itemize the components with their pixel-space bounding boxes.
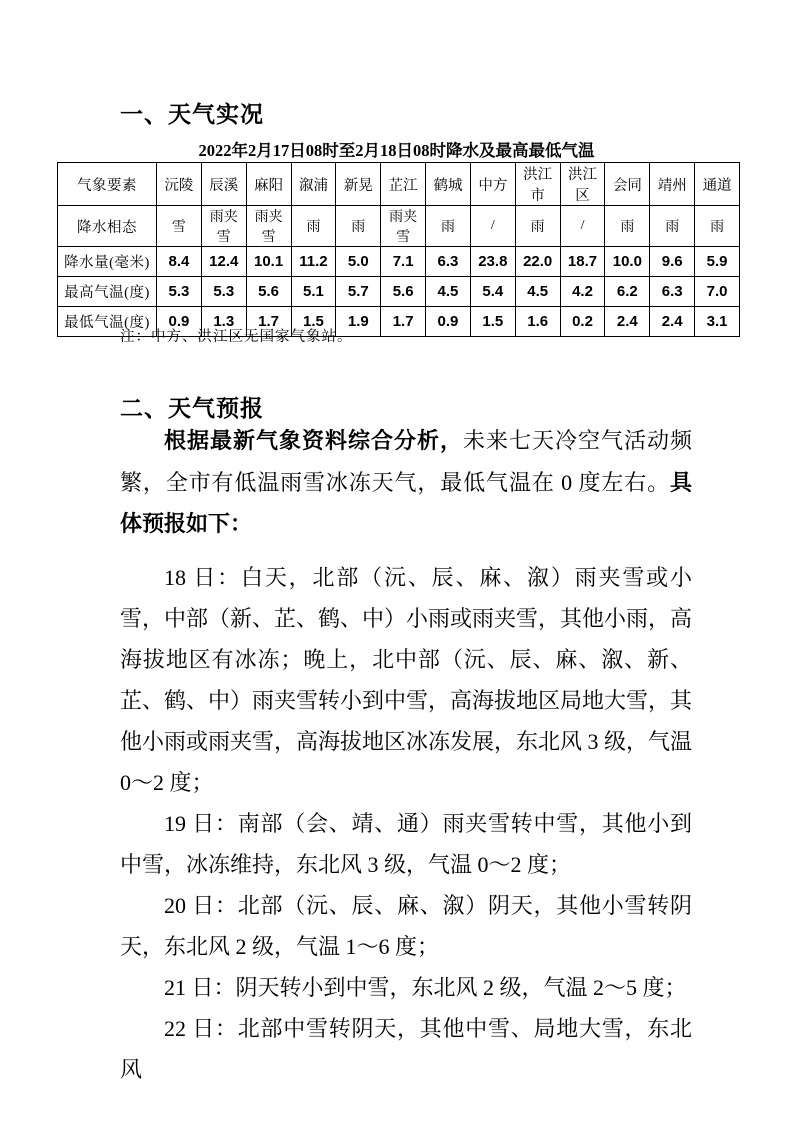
table-cell: 雨 bbox=[695, 206, 740, 247]
table-cell: 22.0 bbox=[515, 247, 560, 277]
table-header-cell: 通道 bbox=[695, 163, 740, 206]
forecast-paragraph: 22 日：北部中雪转阴天，其他中雪、局地大雪，东北风 bbox=[120, 1016, 692, 1082]
table-cell: 雨 bbox=[650, 206, 695, 247]
table-cell: 5.0 bbox=[336, 247, 381, 277]
table-note: 注：中方、洪江区无国家气象站。 bbox=[120, 329, 353, 345]
row-label-cell: 最低气温(度) bbox=[58, 307, 157, 337]
table-cell: / bbox=[470, 206, 515, 247]
table-cell: 0.2 bbox=[560, 307, 605, 337]
table-cell: 23.8 bbox=[470, 247, 515, 277]
table-cell: 5.6 bbox=[246, 277, 291, 307]
table-cell: 雪 bbox=[157, 206, 202, 247]
table-header-cell: 中方 bbox=[470, 163, 515, 206]
table-cell: 5.3 bbox=[157, 277, 202, 307]
table-corner-cell: 气象要素 bbox=[58, 163, 157, 206]
table-cell: 雨 bbox=[515, 206, 560, 247]
intro-bold-tail: 具体预报如下： bbox=[120, 469, 692, 536]
table-header-cell: 沅陵 bbox=[157, 163, 202, 206]
table-cell: 雨 bbox=[426, 206, 471, 247]
table-cell: 0.9 bbox=[426, 307, 471, 337]
row-label-cell: 降水相态 bbox=[58, 206, 157, 247]
table-header-cell: 芷江 bbox=[381, 163, 426, 206]
table-cell: 12.4 bbox=[201, 247, 246, 277]
table-cell: 雨夹雪 bbox=[246, 206, 291, 247]
table-cell: 雨夹雪 bbox=[381, 206, 426, 247]
table-cell: 2.4 bbox=[605, 307, 650, 337]
table-header-cell: 洪江区 bbox=[560, 163, 605, 206]
weather-table-body bbox=[58, 163, 740, 337]
table-cell: 7.0 bbox=[695, 277, 740, 307]
table-header-cell: 洪江市 bbox=[515, 163, 560, 206]
table-row bbox=[58, 247, 740, 277]
weather-table bbox=[57, 162, 740, 337]
table-cell: 6.3 bbox=[650, 277, 695, 307]
table-cell: 9.6 bbox=[650, 247, 695, 277]
table-cell: 2.4 bbox=[650, 307, 695, 337]
row-label-cell: 降水量(毫米) bbox=[58, 247, 157, 277]
forecast-paragraph: 19 日：南部（会、靖、通）雨夹雪转中雪，其他小到中雪，冰冻维持，东北风 3 级，气温 0～2 度； bbox=[120, 811, 692, 877]
table-cell: / bbox=[560, 206, 605, 247]
row-label-cell: 最高气温(度) bbox=[58, 277, 157, 307]
table-header-cell: 新晃 bbox=[336, 163, 381, 206]
table-cell: 5.1 bbox=[291, 277, 336, 307]
section1-heading: 一、天气实况 bbox=[120, 102, 264, 127]
intro-bold-lead: 根据最新气象资料综合分析， bbox=[164, 428, 463, 453]
table-cell: 1.7 bbox=[246, 307, 291, 337]
table-header-cell: 溆浦 bbox=[291, 163, 336, 206]
section2-heading: 二、天气预报 bbox=[120, 396, 264, 421]
table-cell: 4.2 bbox=[560, 277, 605, 307]
table-cell: 5.3 bbox=[201, 277, 246, 307]
forecast-paragraphs bbox=[120, 557, 692, 1090]
table-cell: 5.6 bbox=[381, 277, 426, 307]
table-cell: 18.7 bbox=[560, 247, 605, 277]
forecast-paragraph: 21 日：阴天转小到中雪，东北风 2 级，气温 2～5 度； bbox=[164, 975, 687, 1000]
table-cell: 5.4 bbox=[470, 277, 515, 307]
table-cell: 5.9 bbox=[695, 247, 740, 277]
table-cell: 1.6 bbox=[515, 307, 560, 337]
table-cell: 10.1 bbox=[246, 247, 291, 277]
forecast-paragraph: 18 日：白天，北部（沅、辰、麻、溆）雨夹雪或小雪，中部（新、芷、鹤、中）小雨或雨夹雪，其他小雨，高海拔地区有冰冻；晚上，北中部（沅、辰、麻、溆、新、芷、鹤、中）雨夹雪转小到中雪，高海拔地区局地大雪，其他小雨或雨夹雪，高海拔地区冰冻发展，东北风 3 级，气温 0～2 度； bbox=[120, 565, 693, 795]
table-cell: 8.4 bbox=[157, 247, 202, 277]
table-cell: 4.5 bbox=[515, 277, 560, 307]
table-cell: 1.3 bbox=[201, 307, 246, 337]
table-cell: 雨 bbox=[336, 206, 381, 247]
intro-normal-text: 未来七天冷空气活动频繁，全市有低温雨雪冰冻天气，最低气温在 0 度左右。 bbox=[120, 428, 692, 495]
table-cell: 0.9 bbox=[157, 307, 202, 337]
table-header-cell: 麻阳 bbox=[246, 163, 291, 206]
forecast-paragraph: 20 日：北部（沅、辰、麻、溆）阴天，其他小雪转阴天，东北风 2 级，气温 1～6 度； bbox=[120, 893, 692, 959]
table-row bbox=[58, 277, 740, 307]
table-cell: 3.1 bbox=[695, 307, 740, 337]
table-header-cell: 鹤城 bbox=[426, 163, 471, 206]
table-cell: 雨夹雪 bbox=[201, 206, 246, 247]
table-header-cell: 靖州 bbox=[650, 163, 695, 206]
table-cell: 10.0 bbox=[605, 247, 650, 277]
table-cell: 1.5 bbox=[291, 307, 336, 337]
table-cell: 雨 bbox=[291, 206, 336, 247]
table-cell: 5.7 bbox=[336, 277, 381, 307]
table-cell: 雨 bbox=[605, 206, 650, 247]
table-cell: 1.9 bbox=[336, 307, 381, 337]
weather-table-title: 2022年2月17日08时至2月18日08时降水及最高最低气温 bbox=[198, 141, 595, 160]
table-cell: 6.3 bbox=[426, 247, 471, 277]
table-cell: 11.2 bbox=[291, 247, 336, 277]
table-cell: 6.2 bbox=[605, 277, 650, 307]
table-row bbox=[58, 206, 740, 247]
table-header-cell: 会同 bbox=[605, 163, 650, 206]
table-header-row bbox=[58, 163, 740, 206]
table-cell: 1.5 bbox=[470, 307, 515, 337]
table-header-cell: 辰溪 bbox=[201, 163, 246, 206]
table-cell: 7.1 bbox=[381, 247, 426, 277]
forecast-intro-paragraph bbox=[120, 420, 692, 545]
table-cell: 4.5 bbox=[426, 277, 471, 307]
table-cell: 1.7 bbox=[381, 307, 426, 337]
